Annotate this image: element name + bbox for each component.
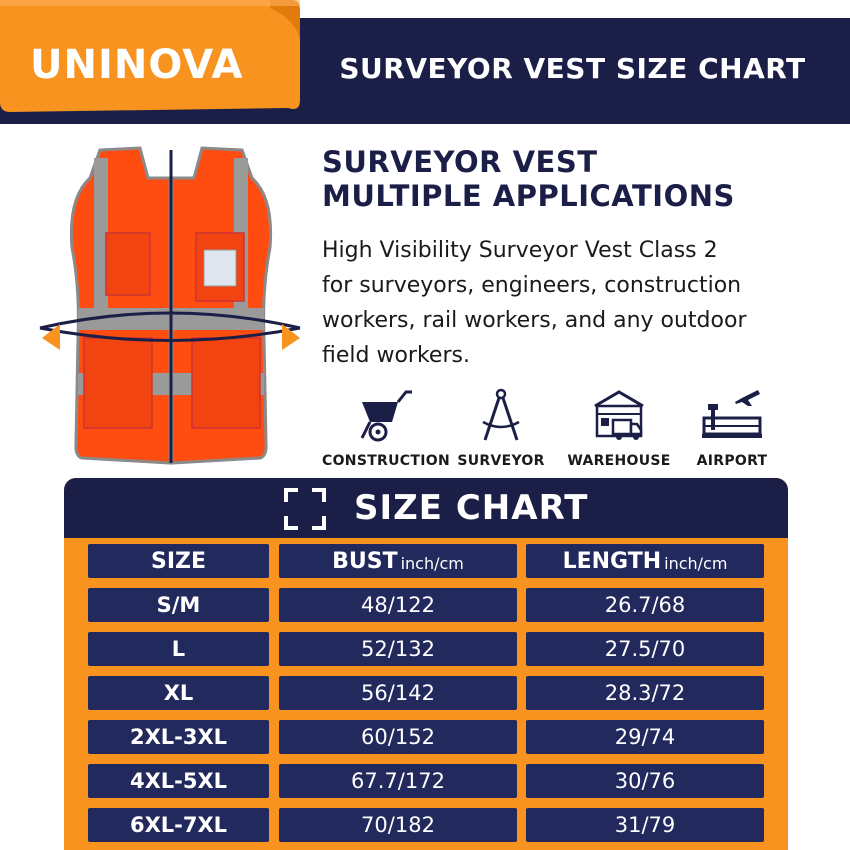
description-line: High Visibility Surveyor Vest Class 2: [322, 238, 718, 263]
column-header-unit: inch/cm: [400, 553, 464, 573]
length-cell: 27.5/70: [526, 632, 764, 666]
description-line: for surveyors, engineers, construction: [322, 273, 742, 298]
bust-cell: 70/182: [279, 808, 517, 842]
application-surveyor: [436, 388, 566, 478]
page-title: SURVEYOR VEST SIZE CHART: [339, 52, 806, 85]
application-warehouse: [554, 388, 684, 478]
column-header-bust: [279, 544, 517, 578]
wheelbarrow-icon: [356, 388, 416, 444]
measure-frame-icon: [284, 488, 326, 530]
bust-cell: 52/132: [279, 632, 517, 666]
size-cell: S/M: [88, 588, 269, 622]
application-construction: [321, 388, 451, 478]
column-header-length: [526, 544, 764, 578]
application-label: WAREHOUSE: [567, 453, 671, 469]
length-cell: 29/74: [526, 720, 764, 754]
description-title: [322, 145, 842, 213]
bust-cell: 67.7/172: [279, 764, 517, 798]
bust-cell: 60/152: [279, 720, 517, 754]
column-header-label: BUST: [332, 548, 398, 574]
size-chart-header: [64, 478, 788, 538]
vest-image: [20, 138, 320, 473]
column-header-unit: inch/cm: [664, 553, 728, 573]
application-label: SURVEYOR: [457, 453, 545, 469]
application-label: AIRPORT: [696, 453, 768, 469]
brand-ribbon: [0, 0, 300, 128]
compass-icon: [471, 388, 531, 444]
length-cell: 31/79: [526, 808, 764, 842]
size-cell: 2XL-3XL: [88, 720, 269, 754]
length-cell: 28.3/72: [526, 676, 764, 710]
warehouse-truck-icon: [589, 388, 649, 444]
column-header-size: [88, 544, 269, 578]
application-airport: [667, 388, 797, 478]
size-chart: [64, 478, 788, 850]
length-cell: 26.7/68: [526, 588, 764, 622]
size-chart-title: SIZE CHART: [354, 488, 589, 528]
size-cell: 6XL-7XL: [88, 808, 269, 842]
column-header-label: LENGTH: [562, 548, 662, 574]
size-cell: XL: [88, 676, 269, 710]
airport-icon: [702, 388, 762, 444]
bust-cell: 56/142: [279, 676, 517, 710]
description-body: [322, 233, 842, 373]
description-line: workers, rail workers, and any outdoor: [322, 308, 747, 333]
bust-cell: 48/122: [279, 588, 517, 622]
size-cell: 4XL-5XL: [88, 764, 269, 798]
size-cell: L: [88, 632, 269, 666]
description-title-line: MULTIPLE APPLICATIONS: [322, 179, 735, 213]
description-title-line: SURVEYOR VEST: [322, 145, 598, 179]
description-line: field workers.: [322, 343, 470, 368]
length-cell: 30/76: [526, 764, 764, 798]
application-label: CONSTRUCTION: [322, 453, 450, 469]
brand-logo: UNINOVA: [30, 42, 244, 88]
column-header-label: SIZE: [150, 548, 206, 574]
